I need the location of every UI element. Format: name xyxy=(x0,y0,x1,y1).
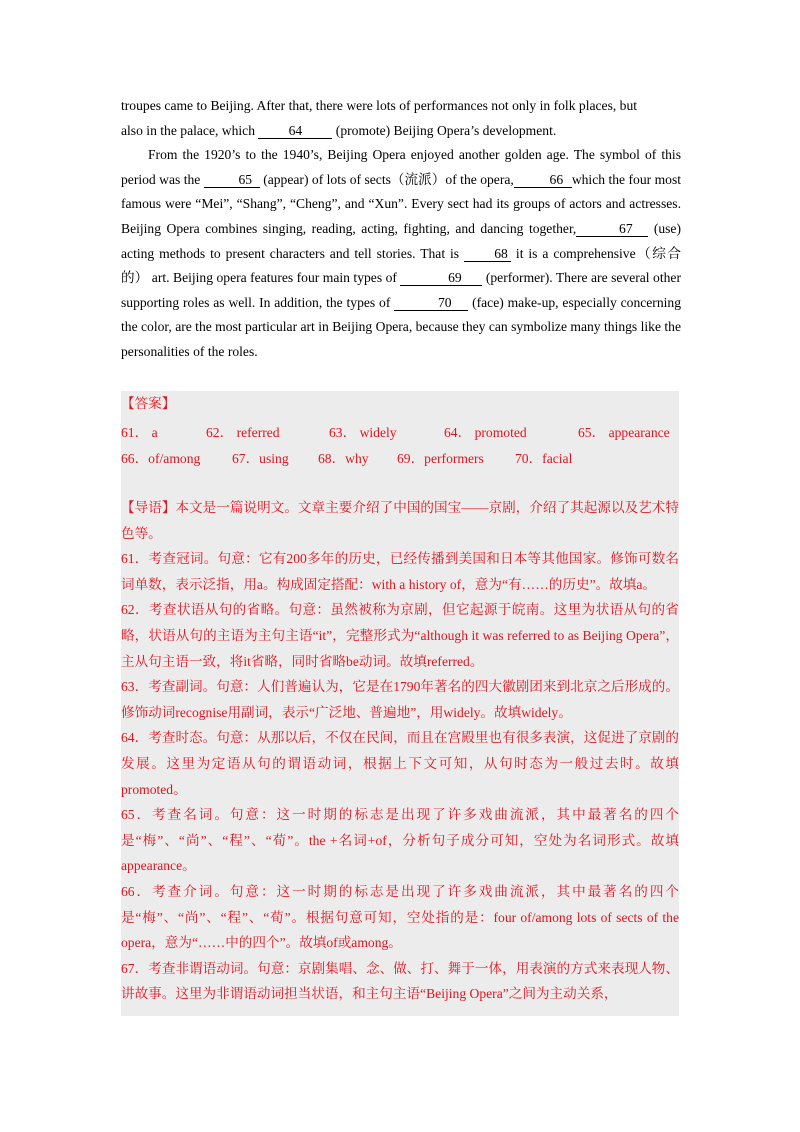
answer-70: 70．facial xyxy=(515,451,573,466)
explanation-67: 67．考查非谓语动词。句意：京剧集唱、念、做、打、舞于一体，用表演的方式来表现人物、讲故事。这里为非谓语动词担当状语，和主句主语“Beijing Opera”之间为主动关系， xyxy=(121,960,679,1002)
explanation-64: 64．考查时态。句意：从那以后，不仅在民间，而且在宫殿里也有很多表演，这促进了京剧的发展。这里为定语从句的谓语动词，根据上下文可知，从句时态为一般过去时。故填promoted。 xyxy=(121,730,679,797)
passage xyxy=(121,94,681,365)
answer-65: 65． appearance xyxy=(578,425,670,440)
explanation-intro: 【导语】本文是一篇说明文。文章主要介绍了中国的国宝——京剧，介绍了其起源以及艺术特色等。 xyxy=(121,500,679,541)
explanation-61: 61．考查冠词。句意：它有200多年的历史，已经传播到美国和日本等其他国家。修饰可数名词单数，表示泛指，用a。构成固定搭配：with a history of，意为“有……的历史”。故填a。 xyxy=(121,551,679,592)
explanations xyxy=(121,495,679,1007)
passage-text: (performer). There are several other supporting roles as well. In addition, the types of xyxy=(121,270,681,310)
passage-text: (promote) Beijing Opera’s development. xyxy=(332,122,557,138)
answer-section xyxy=(121,391,679,1016)
passage-line xyxy=(121,119,681,144)
answer-68: 68．why xyxy=(318,451,369,466)
passage-paragraph-2 xyxy=(121,143,681,364)
answer-row-2 xyxy=(121,443,679,469)
blank-68: 68 xyxy=(464,246,511,262)
blank-67: 67 xyxy=(576,221,648,237)
passage-text: (use) acting methods to present characters and tell stories. That is xyxy=(121,220,681,261)
explanation-65: 65．考查名词。句意：这一时期的标志是出现了许多戏曲流派，其中最著名的四个是“梅”、“尚”、“程”、“荀”。the +名词+of，分析句子成分可知，空处为名词形式。故填appearance。 xyxy=(121,807,679,874)
blank-69: 69 xyxy=(400,270,482,286)
answer-62: 62． referred xyxy=(206,425,280,440)
blank-70: 70 xyxy=(394,295,468,311)
answer-61: 61． a xyxy=(121,425,158,440)
passage-text: (face) make-up, especially concerning the color, are the most particular art in Beijing Opera, because they can symbolize many things like the personalities of the roles. xyxy=(121,294,682,359)
answer-69: 69．performers xyxy=(397,451,484,466)
explanation-62: 62．考查状语从句的省略。句意：虽然被称为京剧，但它起源于皖南。这里为状语从句的省略，状语从句的主语为主句主语“it”，完整形式为“although it was referred to as Beijing Opera”，主从句主语一致，将it省略，同时省略be动词。故填referred。 xyxy=(121,602,679,669)
passage-text: From the 1920’s to the 1940’s, Beijing Opera enjoyed another golden age. The symbol of this period was the xyxy=(121,147,681,187)
answer-67: 67．using xyxy=(232,451,289,466)
answer-66: 66．of/among xyxy=(121,451,201,466)
answer-heading: 【答案】 xyxy=(121,396,176,411)
answer-64: 64． promoted xyxy=(444,425,527,440)
answer-row-1 xyxy=(121,417,679,443)
blank-65: 65 xyxy=(204,172,260,188)
explanation-66: 66．考查介词。句意：这一时期的标志是出现了许多戏曲流派，其中最著名的四个是“梅”、“尚”、“程”、“荀”。根据句意可知，空处指的是：four of/among lots of sects of the opera，意为“……中的四个”。故填of或among。 xyxy=(121,883,679,951)
passage-text: which the four most famous were “Mei”, “Shang”, “Cheng”, and “Xun”. Every sect had its groups of actors and actresses. Beijing Opera combines singing, reading, acting, fighting, and dancing together, xyxy=(121,171,682,236)
answer-63: 63． widely xyxy=(329,425,397,440)
blank-64: 64 xyxy=(258,123,332,139)
passage-text: also in the palace, which xyxy=(121,122,259,138)
blank-66: 66 xyxy=(514,172,572,188)
passage-text: (appear) of lots of sects（流派）of the opera, xyxy=(259,171,514,187)
passage-text: it is a comprehensive（综合的） art. Beijing opera features four main types of xyxy=(121,245,681,286)
explanation-63: 63．考查副词。句意：人们普遍认为，它是在1790年著名的四大徽剧团来到北京之后形成的。修饰动词recognise用副词，表示“广泛地、普遍地”，用widely。故填widely。 xyxy=(121,679,679,720)
passage-line: troupes came to Beijing. After that, there were lots of performances not only in folk places, but xyxy=(121,98,638,113)
